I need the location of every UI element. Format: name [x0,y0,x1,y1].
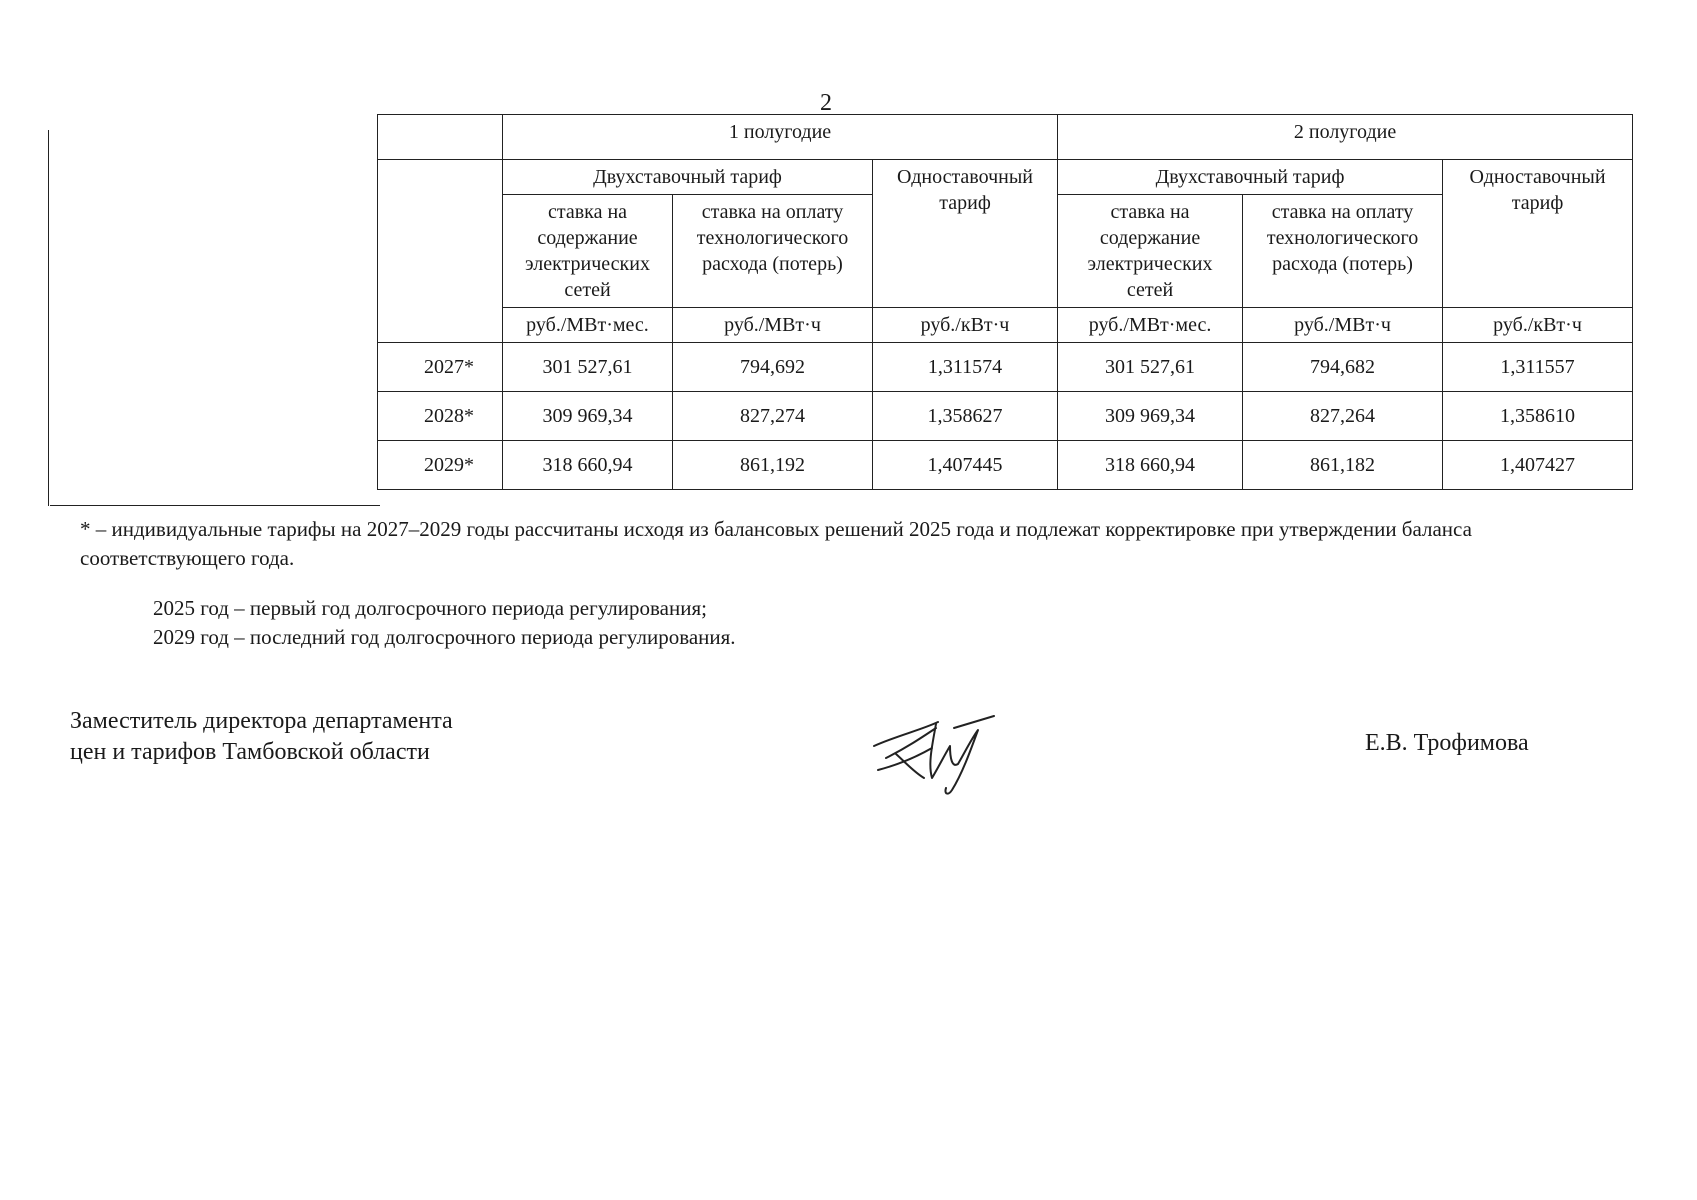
value-cell: 318 660,94 [503,441,673,490]
note-line: 2025 год – первый год долгосрочного периода регулирования; [153,596,707,620]
half1-losses-header: ставка на оплату технологического расхода (потерь) [673,195,873,308]
value-cell: 1,311574 [873,343,1058,392]
value-cell: 1,358627 [873,392,1058,441]
value-cell: 1,407445 [873,441,1058,490]
handwritten-signature [866,708,1006,798]
value-cell: 318 660,94 [1058,441,1243,490]
half1-one-rate-header: Одноставочный тариф [873,160,1058,308]
value-cell: 301 527,61 [503,343,673,392]
value-cell: 1,358610 [1443,392,1633,441]
half2-maintenance-header: ставка на содержание электрических сетей [1058,195,1243,308]
value-cell: 309 969,34 [503,392,673,441]
half2-losses-header: ставка на оплату технологического расхода (потерь) [1243,195,1443,308]
year-cell: 2028* [378,392,503,441]
value-cell: 827,274 [673,392,873,441]
half2-two-rate-header: Двухставочный тариф [1058,160,1443,195]
value-cell: 301 527,61 [1058,343,1243,392]
signer-title-line: цен и тарифов Тамбовской области [70,739,430,765]
value-cell: 309 969,34 [1058,392,1243,441]
corner-cell [378,115,503,160]
header-row-tariff-types [378,160,1633,195]
unit-cell: руб./кВт·ч [873,308,1058,343]
frame-bottom-border [50,505,380,506]
value-cell: 827,264 [1243,392,1443,441]
year-cell: 2029* [378,441,503,490]
value-cell: 861,192 [673,441,873,490]
page-number: 2 [820,90,832,116]
footnote: * – индивидуальные тарифы на 2027–2029 годы рассчитаны исходя из балансовых решений 2025 года и подлежат корректировке при утверждении баланса соответствующего года. [80,517,1472,570]
signer-title [70,706,453,768]
signer-name: Е.В. Трофимова [1365,730,1529,756]
notes [153,594,736,652]
unit-cell: руб./кВт·ч [1443,308,1633,343]
value-cell: 794,692 [673,343,873,392]
header-row-units [378,308,1633,343]
header-row-halves [378,115,1633,160]
note-line: 2029 год – последний год долгосрочного периода регулирования. [153,625,736,649]
signer-title-line: Заместитель директора департамента [70,708,453,734]
year-cell: 2027* [378,343,503,392]
table-row [378,441,1633,490]
unit-cell: руб./МВт·мес. [1058,308,1243,343]
tariff-table [377,114,1633,490]
half1-header: 1 полугодие [503,115,1058,160]
value-cell: 1,311557 [1443,343,1633,392]
unit-cell: руб./МВт·ч [673,308,873,343]
table-row [378,343,1633,392]
unit-cell: руб./МВт·мес. [503,308,673,343]
year-header-cell [378,160,503,343]
value-cell: 861,182 [1243,441,1443,490]
half1-two-rate-header: Двухставочный тариф [503,160,873,195]
half2-header: 2 полугодие [1058,115,1633,160]
frame-left-border [48,130,49,506]
unit-cell: руб./МВт·ч [1243,308,1443,343]
value-cell: 794,682 [1243,343,1443,392]
value-cell: 1,407427 [1443,441,1633,490]
table-row [378,392,1633,441]
half1-maintenance-header: ставка на содержание электрических сетей [503,195,673,308]
half2-one-rate-header: Одноставочный тариф [1443,160,1633,308]
